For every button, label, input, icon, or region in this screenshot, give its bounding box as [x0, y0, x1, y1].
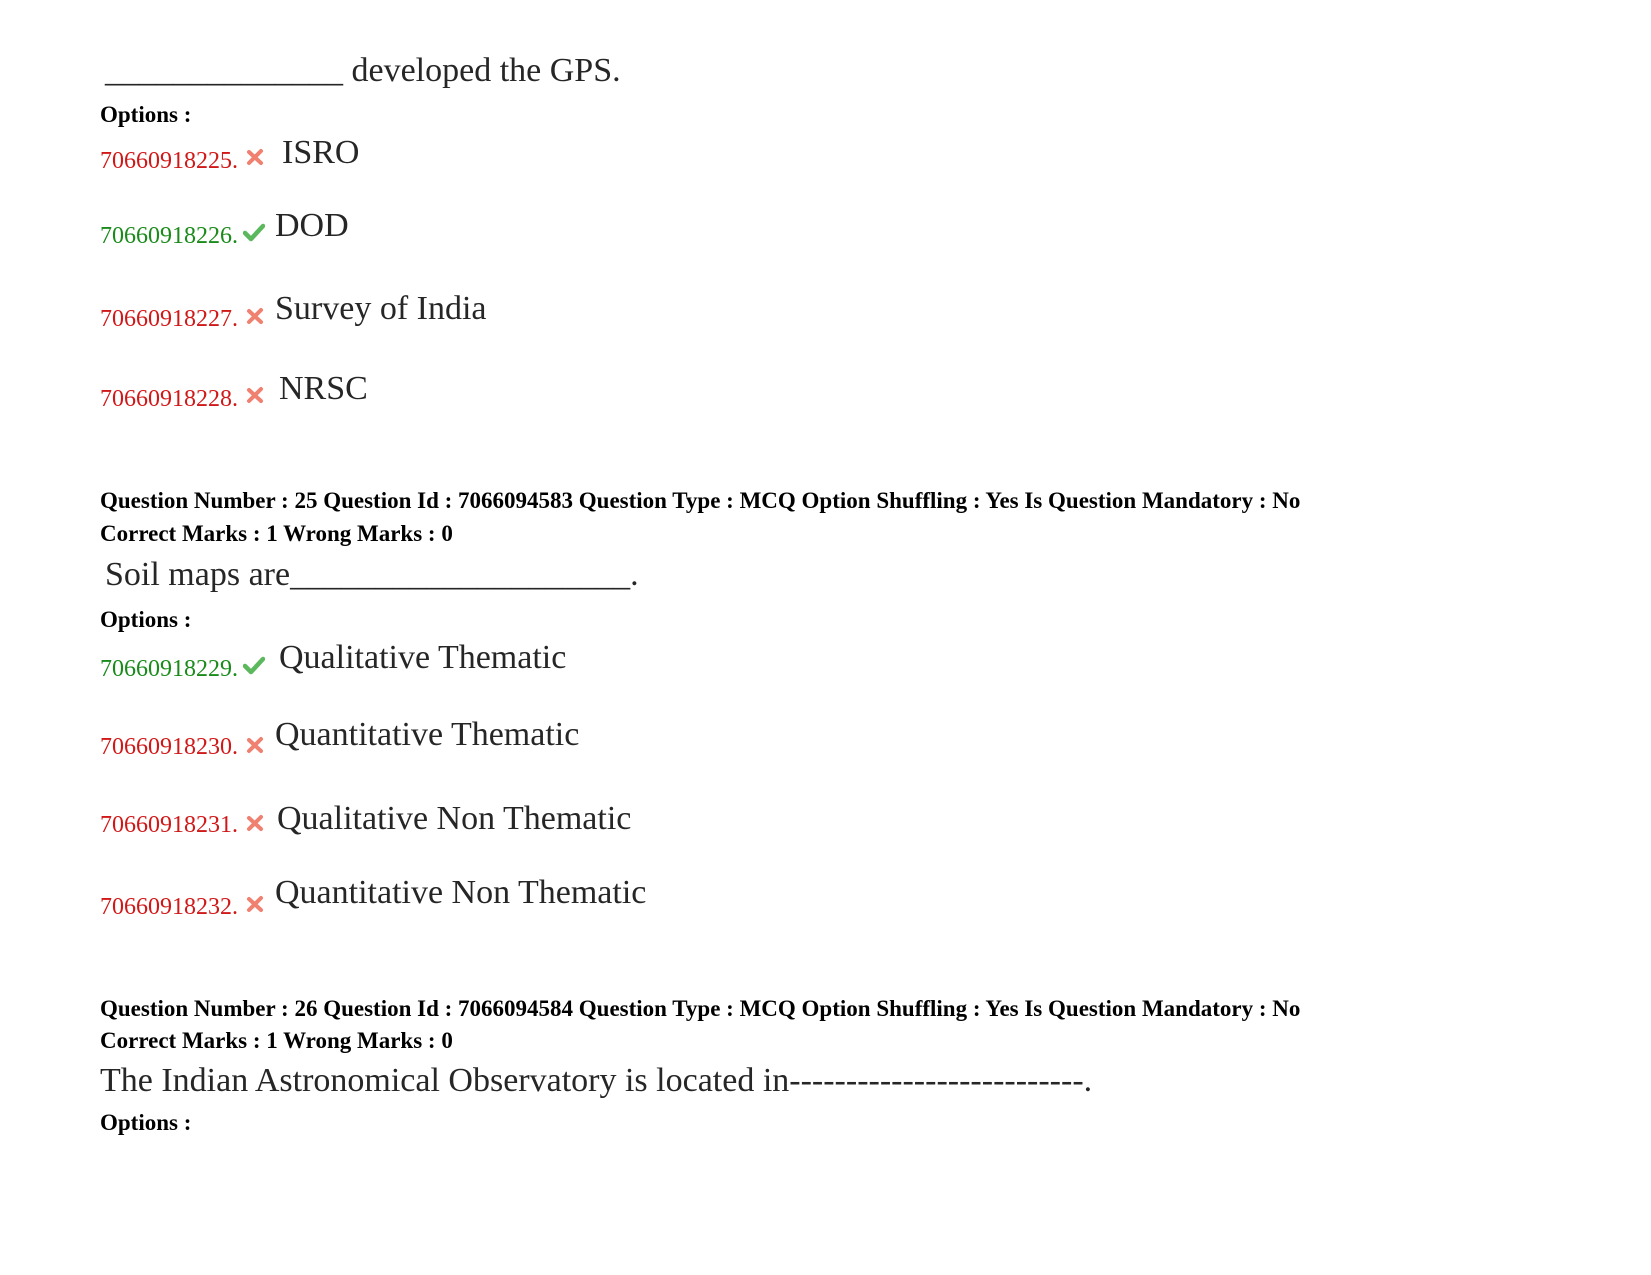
cross-icon	[245, 813, 265, 838]
question-text: The Indian Astronomical Observatory is located in--------------------------.	[100, 1062, 1093, 1099]
option-id: 70660918225.	[100, 148, 238, 174]
check-icon	[243, 655, 265, 680]
cross-icon	[245, 306, 265, 331]
question-meta: Question Number : 26 Question Id : 7066094584 Question Type : MCQ Option Shuffling : Yes Is Question Mandatory : No	[100, 996, 1301, 1021]
cross-icon	[245, 735, 265, 760]
options-label: Options :	[100, 1110, 192, 1135]
option-id: 70660918232.	[100, 894, 238, 920]
question-meta: Question Number : 25 Question Id : 7066094583 Question Type : MCQ Option Shuffling : Yes Is Question Mandatory : No	[100, 488, 1301, 513]
options-label: Options :	[100, 607, 192, 632]
question-marks: Correct Marks : 1 Wrong Marks : 0	[100, 1028, 453, 1053]
option-id: 70660918230.	[100, 734, 238, 760]
options-label: Options :	[100, 102, 192, 127]
check-icon	[243, 222, 265, 247]
option-text: DOD	[275, 207, 349, 244]
question-24-text	[105, 52, 621, 90]
option-text: Qualitative Thematic	[279, 639, 567, 676]
option-id: 70660918228.	[100, 386, 238, 412]
option-text: NRSC	[279, 370, 368, 407]
cross-icon	[245, 894, 265, 919]
option-id: 70660918231.	[100, 812, 238, 838]
option-text: Qualitative Non Thematic	[277, 800, 632, 837]
option-id: 70660918227.	[100, 306, 238, 332]
option-text: Survey of India	[275, 290, 487, 327]
option-id: 70660918229.	[100, 656, 238, 682]
question-marks: Correct Marks : 1 Wrong Marks : 0	[100, 521, 453, 546]
cross-icon	[245, 385, 265, 410]
question-text: Soil maps are____________________.	[105, 556, 639, 593]
cross-icon	[245, 147, 265, 172]
question-text: developed the GPS.	[351, 52, 621, 89]
option-id: 70660918226.	[100, 223, 238, 249]
option-text: Quantitative Non Thematic	[275, 874, 647, 911]
option-text: Quantitative Thematic	[275, 716, 580, 753]
option-text: ISRO	[282, 134, 360, 171]
answer-blank: ______________	[105, 52, 343, 89]
